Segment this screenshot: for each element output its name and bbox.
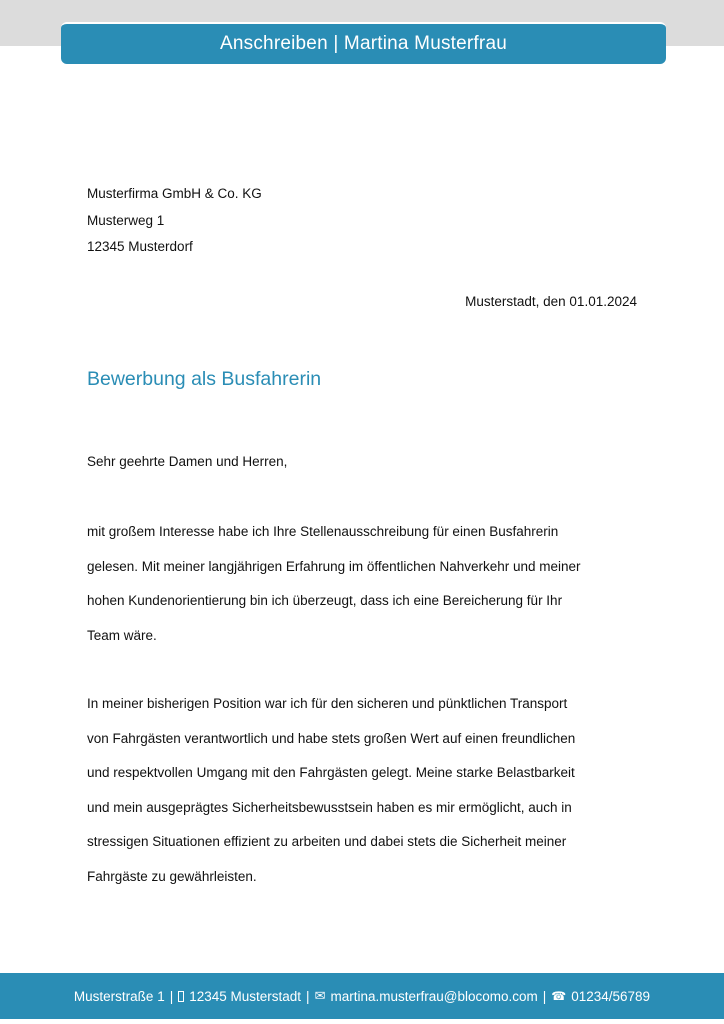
recipient-company: Musterfirma GmbH & Co. KG	[87, 186, 262, 201]
location-icon	[178, 991, 184, 1002]
envelope-icon: ✉	[314, 988, 326, 1003]
footer-separator: |	[306, 988, 310, 1004]
phone-icon: ☎	[551, 989, 567, 1003]
recipient-address	[87, 181, 262, 261]
header-title: Anschreiben | Martina Musterfrau	[220, 33, 507, 54]
body-paragraph-2	[87, 687, 647, 894]
body-line: hohen Kundenorientierung bin ich überzeugt, dass ich eine Bereicherung für Ihr	[87, 593, 563, 608]
letter-date: Musterstadt, den 01.01.2024	[465, 294, 637, 309]
footer-separator: |	[542, 988, 547, 1004]
body-line: mit großem Interesse habe ich Ihre Stellenausschreibung für einen Busfahrerin	[87, 524, 559, 539]
recipient-city: 12345 Musterdorf	[87, 239, 193, 254]
body-line: von Fahrgästen verantwortlich und habe stets großen Wert auf einen freundlichen	[87, 730, 576, 746]
body-line: Fahrgäste zu gewährleisten.	[87, 868, 257, 884]
body-line: und mein ausgeprägtes Sicherheitsbewusstsein haben es mir ermöglicht, auch in	[87, 799, 572, 815]
body-line: In meiner bisherigen Position war ich für den sicheren und pünktlichen Transport	[87, 696, 568, 711]
footer-street: Musterstraße 1	[73, 988, 165, 1004]
footer-contact-bar	[0, 973, 724, 1019]
salutation: Sehr geehrte Damen und Herren,	[87, 454, 288, 469]
body-line: Team wäre.	[87, 627, 157, 643]
footer-phone: 01234/56789	[571, 988, 651, 1004]
letter-subject: Bewerbung als Busfahrerin	[87, 368, 322, 390]
footer-separator: |	[169, 988, 174, 1004]
body-line: gelesen. Mit meiner langjährigen Erfahrung im öffentlichen Nahverkehr und meiner	[87, 558, 581, 574]
recipient-street: Musterweg 1	[87, 212, 165, 228]
body-paragraph-1	[87, 515, 647, 653]
body-line: stressigen Situationen effizient zu arbeiten und dabei stets die Sicherheit meiner	[87, 834, 567, 849]
footer-email: martina.musterfrau@blocomo.com	[330, 988, 538, 1004]
footer-city: 12345 Musterstadt	[189, 988, 302, 1004]
bottom-strip	[0, 1019, 724, 1024]
body-line: und respektvollen Umgang mit den Fahrgästen gelegt. Meine starke Belastbarkeit	[87, 765, 575, 780]
header-bar	[61, 22, 666, 64]
